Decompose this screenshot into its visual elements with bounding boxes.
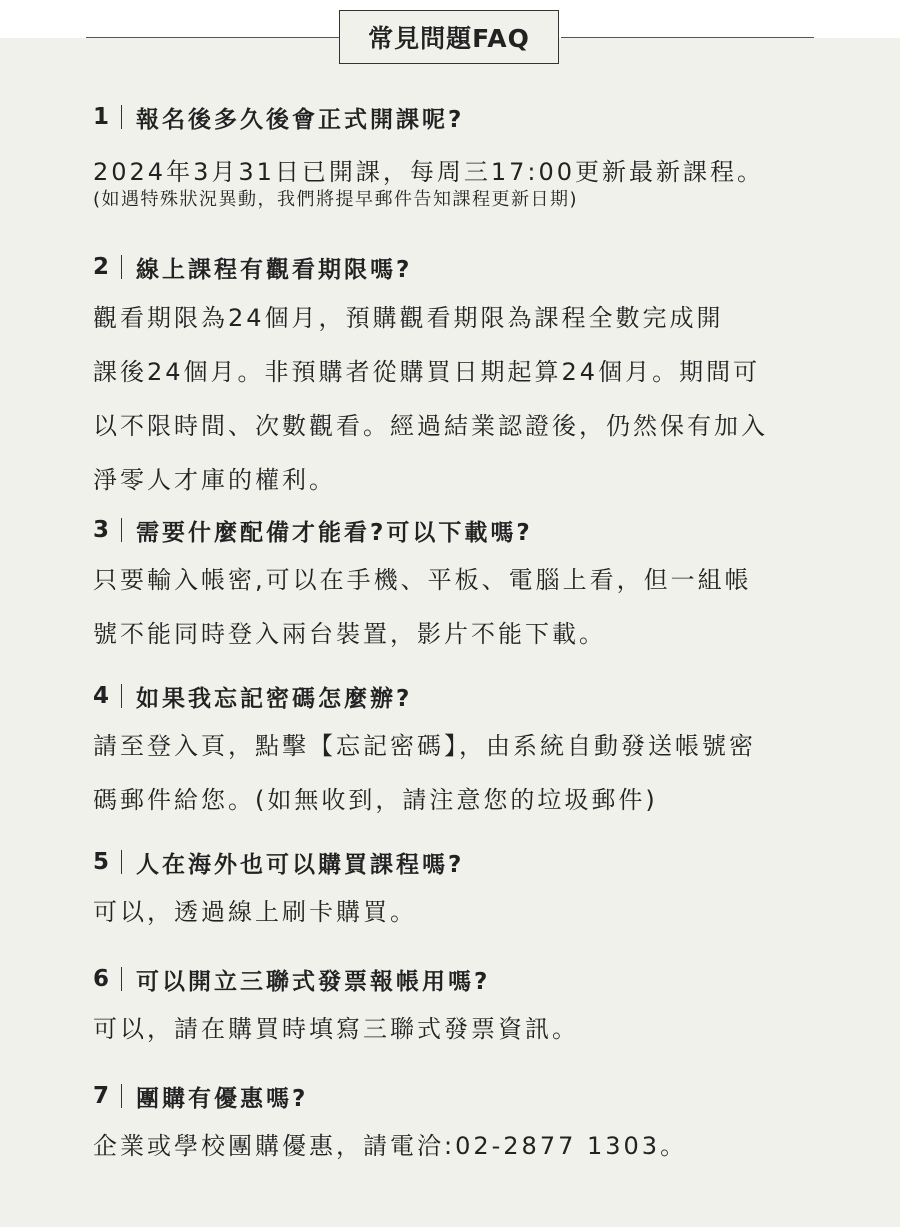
faq-question-text: 報名後多久後會正式開課呢? (136, 106, 465, 133)
faq-number: 5 (93, 849, 113, 875)
faq-item-3 (93, 513, 853, 661)
faq-answer: 可以，透過線上刷卡購買。 (93, 898, 417, 926)
faq-item-7 (93, 1079, 853, 1173)
faq-number: 7 (93, 1083, 113, 1109)
faq-divider (121, 518, 122, 542)
faq-question (93, 250, 853, 284)
faq-question (93, 100, 853, 134)
page-title: 常見問題FAQ (339, 10, 559, 64)
faq-answer: 只要輸入帳密,可以在手機、平板、電腦上看，但一組帳 號不能同時登入兩台裝置，影片不能下載。 (93, 566, 752, 648)
faq-divider (121, 967, 122, 991)
title-divider-left (86, 37, 339, 38)
title-divider-right (561, 37, 814, 38)
faq-number: 3 (93, 517, 113, 543)
faq-note: (如遇特殊狀況異動，我們將提早郵件告知課程更新日期) (93, 189, 579, 210)
faq-question (93, 845, 853, 879)
faq-question-text: 人在海外也可以購買課程嗎? (136, 851, 465, 878)
faq-question (93, 679, 853, 713)
faq-number: 4 (93, 683, 113, 709)
faq-question (93, 1079, 853, 1113)
faq-divider (121, 105, 122, 129)
faq-item-5 (93, 845, 853, 939)
faq-question (93, 962, 853, 996)
faq-divider (121, 850, 122, 874)
faq-answer: 企業或學校團購優惠，請電洽:02-2877 1303。 (93, 1132, 688, 1160)
faq-answer: 2024年3月31日已開課，每周三17:00更新最新課程。 (93, 158, 765, 186)
faq-number: 2 (93, 254, 113, 280)
faq-question-text: 團購有優惠嗎? (136, 1085, 309, 1112)
faq-question-text: 如果我忘記密碼怎麼辦? (136, 685, 413, 712)
faq-item-4 (93, 679, 853, 827)
faq-answer: 可以，請在購買時填寫三聯式發票資訊。 (93, 1015, 579, 1043)
faq-question-text: 可以開立三聯式發票報帳用嗎? (136, 968, 491, 995)
faq-item-1 (93, 100, 853, 213)
faq-number: 6 (93, 966, 113, 992)
faq-number: 1 (93, 104, 113, 130)
faq-answer: 觀看期限為24個月，預購觀看期限為課程全數完成開 課後24個月。非預購者從購買日期起算24個月。期間可 以不限時間、次數觀看。經過結業認證後，仍然保有加入 淨零人才庫的權利。 (93, 304, 768, 494)
faq-divider (121, 684, 122, 708)
faq-answer: 請至登入頁，點擊【忘記密碼】，由系統自動發送帳號密 碼郵件給您。(如無收到，請注意您的垃圾郵件) (93, 732, 756, 814)
faq-question-text: 線上課程有觀看期限嗎? (136, 256, 413, 283)
faq-item-2 (93, 250, 853, 507)
faq-divider (121, 1084, 122, 1108)
faq-question-text: 需要什麼配備才能看?可以下載嗎? (136, 519, 533, 546)
faq-question (93, 513, 853, 547)
faq-divider (121, 255, 122, 279)
faq-item-6 (93, 962, 853, 1056)
